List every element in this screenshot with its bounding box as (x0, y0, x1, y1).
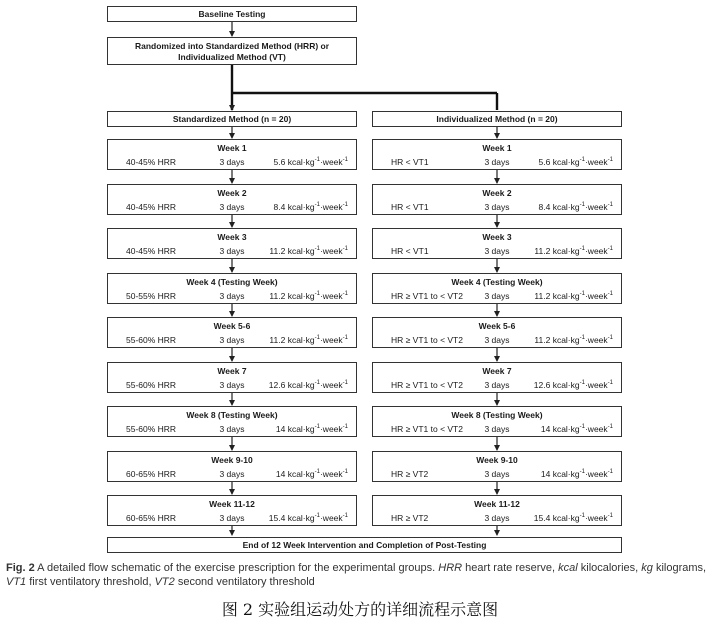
kcal-exponent: -1 (579, 202, 585, 209)
week-energy: 14 $kcal\cdot kg^{-1}\cdot week^{-1}$ (540, 469, 613, 479)
caption-term: kg (641, 562, 653, 574)
right-week-box (372, 362, 622, 393)
left-week-box (107, 451, 357, 482)
left-header-label: Standardized Method (n = 20) (172, 114, 292, 124)
week-days: 3 days (484, 424, 510, 434)
caption-text: A detailed flow schematic of the exercise prescription for the experimental groups. (34, 562, 439, 574)
right-header-label: Individualized Method (n = 20) (436, 114, 558, 124)
week-days: 3 days (219, 513, 245, 523)
kcal-exponent: -1 (342, 291, 348, 298)
week-energy: 5.6 $kcal\cdot kg^{-1}\cdot week^{-1}$ (538, 157, 613, 167)
left-week-box (107, 139, 357, 170)
week-kcal-value: 14 (275, 424, 286, 434)
week-title: Week 3 (482, 232, 512, 242)
kcal-exponent: -1 (314, 380, 320, 387)
week-title: Week 4 (Testing Week) (451, 277, 543, 287)
week-kcal-value: 11.2 (534, 291, 551, 301)
week-title: Week 2 (482, 188, 512, 198)
right-week-box (372, 228, 622, 259)
kcal-exponent: -1 (607, 513, 613, 520)
week-title: Week 8 (Testing Week) (186, 410, 278, 420)
week-days: 3 days (484, 335, 510, 345)
week-energy: 5.6 $kcal\cdot kg^{-1}\cdot week^{-1}$ (273, 157, 348, 167)
week-energy: 8.4 $kcal\cdot kg^{-1}\cdot week^{-1}$ (273, 202, 348, 212)
week-energy: 11.2 $kcal\cdot kg^{-1}\cdot week^{-1}$ (269, 291, 348, 301)
week-energy: 11.2 $kcal\cdot kg^{-1}\cdot week^{-1}$ (269, 246, 348, 256)
week-intensity: 40-45% HRR (126, 157, 177, 167)
left-week-box (107, 495, 357, 526)
right-week-box (372, 139, 622, 170)
caption-text: heart rate reserve, (462, 562, 559, 574)
final-label: End of 12 Week Intervention and Completion of Post-Testing (242, 540, 487, 550)
caption-term: VT2 (154, 576, 175, 588)
left-header-box (107, 111, 357, 127)
week-kcal-value: 8.4 (538, 202, 551, 212)
baseline-label: Baseline Testing (198, 9, 266, 19)
week-intensity: 60-65% HRR (126, 469, 177, 479)
week-kcal-value: 11.2 (269, 246, 286, 256)
kcal-exponent: -1 (314, 246, 320, 253)
caption-term: HRR (438, 562, 463, 574)
week-intensity: 55-60% HRR (126, 380, 177, 390)
week-kcal-value: 15.4 (533, 513, 551, 523)
week-days: 3 days (219, 157, 245, 167)
week-days: 3 days (219, 335, 245, 345)
week-title: Week 7 (482, 366, 512, 376)
week-energy: 11.2 $kcal\cdot kg^{-1}\cdot week^{-1}$ (269, 335, 348, 345)
week-energy: 8.4 $kcal\cdot kg^{-1}\cdot week^{-1}$ (538, 202, 613, 212)
week-title: Week 11-12 (209, 499, 255, 509)
week-intensity: HR < VT1 (391, 157, 429, 167)
week-intensity: 55-60% HRR (126, 335, 177, 345)
week-intensity: 60-65% HRR (126, 513, 177, 523)
kcal-exponent: -1 (314, 513, 320, 520)
kcal-exponent: -1 (579, 246, 585, 253)
week-kcal-value: 5.6 (273, 157, 286, 167)
left-week-box (107, 273, 357, 304)
kcal-exponent: -1 (314, 202, 320, 209)
left-week-box (107, 228, 357, 259)
randomized-box (107, 37, 357, 65)
kcal-exponent: -1 (579, 335, 585, 342)
week-kcal-value: 14 (540, 424, 551, 434)
week-energy: 11.2 $kcal\cdot kg^{-1}\cdot week^{-1}$ (534, 291, 613, 301)
left-week-box (107, 362, 357, 393)
week-intensity: HR ≥ VT1 to < VT2 (391, 291, 463, 301)
kcal-exponent: -1 (342, 513, 348, 520)
week-title: Week 7 (217, 366, 247, 376)
kcal-exponent: -1 (314, 335, 320, 342)
week-days: 3 days (484, 157, 510, 167)
kcal-exponent: -1 (342, 157, 348, 164)
split-connector (232, 64, 497, 110)
kcal-exponent: -1 (342, 380, 348, 387)
week-title: Week 1 (217, 143, 247, 153)
kcal-exponent: -1 (607, 246, 613, 253)
week-days: 3 days (219, 424, 245, 434)
week-kcal-value: 12.6 (268, 380, 286, 390)
week-energy: 14 $kcal\cdot kg^{-1}\cdot week^{-1}$ (275, 424, 348, 434)
kcal-exponent: -1 (314, 469, 320, 476)
kcal-exponent: -1 (607, 424, 613, 431)
week-days: 3 days (219, 380, 245, 390)
kcal-exponent: -1 (579, 380, 585, 387)
right-week-box (372, 273, 622, 304)
week-title: Week 11-12 (474, 499, 520, 509)
caption-term: VT1 (6, 576, 27, 588)
week-days: 3 days (484, 469, 510, 479)
week-title: Week 5-6 (478, 321, 516, 331)
week-energy: 15.4 $kcal\cdot kg^{-1}\cdot week^{-1}$ (533, 513, 613, 523)
week-intensity: 40-45% HRR (126, 246, 177, 256)
week-energy: 11.2 $kcal\cdot kg^{-1}\cdot week^{-1}$ (534, 246, 613, 256)
kcal-exponent: -1 (579, 157, 585, 164)
week-kcal-value: 14 (275, 469, 286, 479)
week-days: 3 days (219, 291, 245, 301)
caption-text: second ventilatory threshold (174, 576, 315, 588)
week-intensity: HR ≥ VT1 to < VT2 (391, 380, 463, 390)
final-box (107, 537, 622, 553)
week-title: Week 9-10 (211, 455, 253, 465)
right-week-box (372, 451, 622, 482)
week-kcal-value: 5.6 (538, 157, 551, 167)
week-kcal-value: 8.4 (273, 202, 286, 212)
left-week-box (107, 406, 357, 437)
kcal-exponent: -1 (607, 291, 613, 298)
week-title: Week 9-10 (476, 455, 518, 465)
kcal-exponent: -1 (314, 157, 320, 164)
week-kcal-value: 12.6 (533, 380, 551, 390)
week-title: Week 5-6 (213, 321, 251, 331)
kcal-exponent: -1 (607, 380, 613, 387)
kcal-exponent: -1 (579, 424, 585, 431)
chinese-caption: 图 2 实验组运动处方的详细流程示意图 (221, 600, 499, 619)
week-intensity: HR ≥ VT2 (391, 513, 429, 523)
week-intensity: HR ≥ VT1 to < VT2 (391, 335, 463, 345)
week-kcal-value: 11.2 (534, 246, 551, 256)
kcal-exponent: -1 (579, 291, 585, 298)
figure-caption (6, 561, 714, 589)
kcal-exponent: -1 (579, 513, 585, 520)
week-title: Week 2 (217, 188, 247, 198)
week-days: 3 days (484, 291, 510, 301)
kcal-exponent: -1 (607, 157, 613, 164)
week-kcal-value: 11.2 (269, 335, 286, 345)
week-days: 3 days (219, 246, 245, 256)
week-energy: 14 $kcal\cdot kg^{-1}\cdot week^{-1}$ (275, 469, 348, 479)
right-week-box (372, 406, 622, 437)
left-week-box (107, 184, 357, 215)
week-intensity: HR ≥ VT1 to < VT2 (391, 424, 463, 434)
kcal-exponent: -1 (342, 424, 348, 431)
week-days: 3 days (484, 380, 510, 390)
right-week-box (372, 317, 622, 348)
kcal-exponent: -1 (607, 335, 613, 342)
kcal-exponent: -1 (607, 202, 613, 209)
right-week-box (372, 184, 622, 215)
week-intensity: 55-60% HRR (126, 424, 177, 434)
caption-text: kilocalories, (577, 562, 642, 574)
week-energy: 11.2 $kcal\cdot kg^{-1}\cdot week^{-1}$ (534, 335, 613, 345)
week-energy: 14 $kcal\cdot kg^{-1}\cdot week^{-1}$ (540, 424, 613, 434)
week-title: Week 3 (217, 232, 247, 242)
week-kcal-value: 11.2 (534, 335, 551, 345)
kcal-exponent: -1 (314, 291, 320, 298)
kcal-exponent: -1 (314, 424, 320, 431)
left-week-box (107, 317, 357, 348)
week-days: 3 days (484, 202, 510, 212)
week-title: Week 1 (482, 143, 512, 153)
right-header-box (372, 111, 622, 127)
kcal-exponent: -1 (342, 202, 348, 209)
baseline-box (107, 6, 357, 22)
week-intensity: 40-45% HRR (126, 202, 177, 212)
week-title: Week 4 (Testing Week) (186, 277, 278, 287)
week-days: 3 days (219, 469, 245, 479)
caption-text: first ventilatory threshold, (26, 576, 155, 588)
caption-label: Fig. 2 (6, 562, 35, 574)
week-days: 3 days (219, 202, 245, 212)
week-intensity: HR < VT1 (391, 202, 429, 212)
week-energy: 12.6 $kcal\cdot kg^{-1}\cdot week^{-1}$ (268, 380, 348, 390)
caption-term: kcal (558, 562, 578, 574)
kcal-exponent: -1 (607, 469, 613, 476)
week-intensity: HR ≥ VT2 (391, 469, 429, 479)
week-intensity: HR < VT1 (391, 246, 429, 256)
right-week-box (372, 495, 622, 526)
kcal-exponent: -1 (342, 469, 348, 476)
week-title: Week 8 (Testing Week) (451, 410, 543, 420)
week-intensity: 50-55% HRR (126, 291, 177, 301)
week-energy: 15.4 $kcal\cdot kg^{-1}\cdot week^{-1}$ (268, 513, 348, 523)
week-kcal-value: 11.2 (269, 291, 286, 301)
kcal-exponent: -1 (342, 246, 348, 253)
week-energy: 12.6 $kcal\cdot kg^{-1}\cdot week^{-1}$ (533, 380, 613, 390)
week-days: 3 days (484, 513, 510, 523)
week-kcal-value: 15.4 (268, 513, 286, 523)
week-days: 3 days (484, 246, 510, 256)
kcal-exponent: -1 (342, 335, 348, 342)
week-kcal-value: 14 (540, 469, 551, 479)
kcal-exponent: -1 (579, 469, 585, 476)
caption-text: kilograms, (652, 562, 707, 574)
randomized-label: Randomized into Standardized Method (HRR) or Individualized Method (VT) (134, 41, 330, 62)
